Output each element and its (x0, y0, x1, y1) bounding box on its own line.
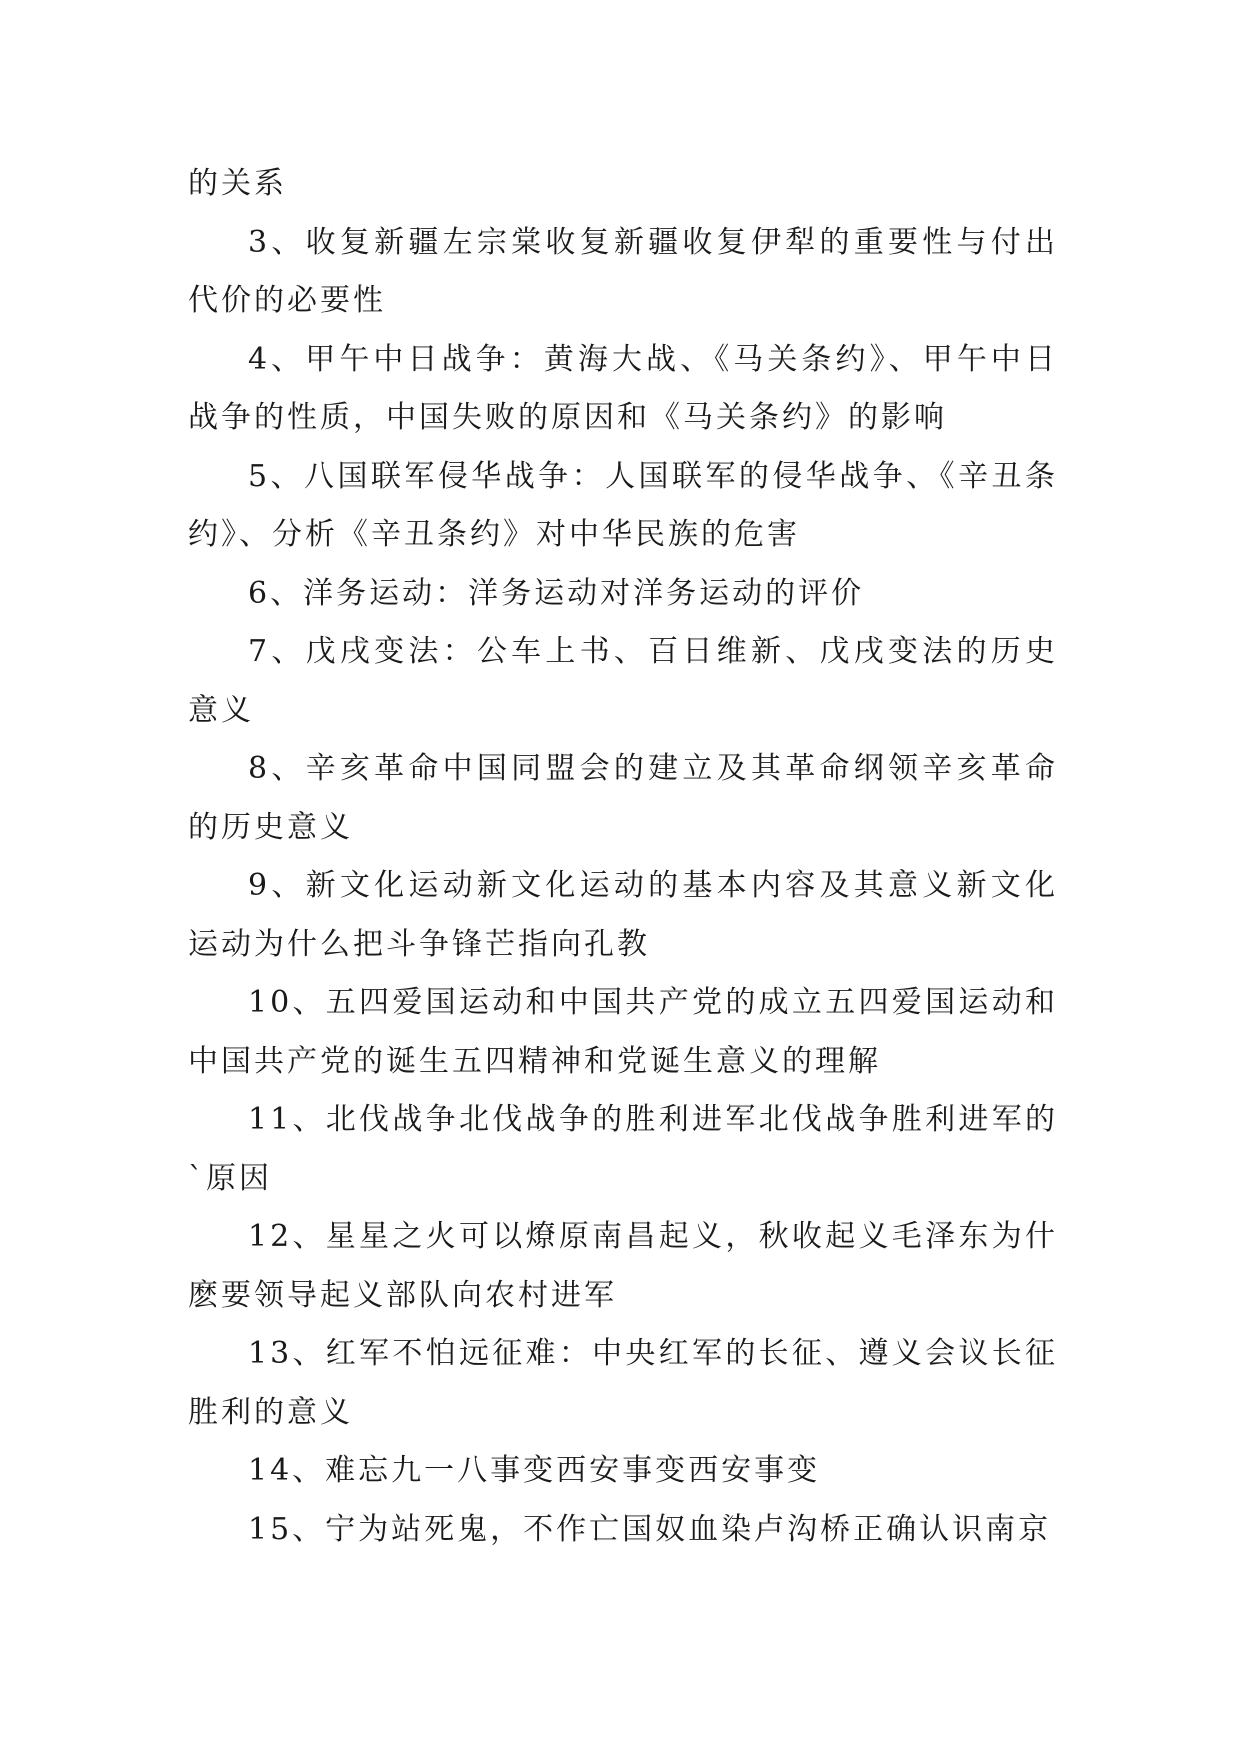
list-item-5: 5、八国联军侵华战争：人国联军的侵华战争、《辛丑条约》、分析《辛丑条约》对中华民族的危害 (188, 458, 1058, 552)
list-item-12: 12、星星之火可以燎原南昌起义，秋收起义毛泽东为什麽要领导起义部队向农村进军 (188, 1219, 1058, 1313)
document-body (188, 155, 1058, 1559)
list-item-13: 13、红军不怕远征难：中央红军的长征、遵义会议长征胜利的意义 (188, 1336, 1058, 1430)
list-item-6: 6、洋务运动：洋务运动对洋务运动的评价 (248, 575, 865, 611)
list-item-10: 10、五四爱国运动和中国共产党的成立五四爱国运动和中国共产党的诞生五四精神和党诞生意义的理解 (188, 985, 1058, 1079)
list-item-11: 11、北伐战争北伐战争的胜利进军北伐战争胜利进军的`原因 (188, 1102, 1058, 1196)
list-item-3: 3、收复新疆左宗棠收复新疆收复伊犁的重要性与付出代价的必要性 (188, 224, 1058, 318)
list-item-15: 15、宁为站死鬼，不作亡国奴血染卢沟桥正确认识南京 (248, 1511, 1052, 1547)
list-item-4: 4、甲午中日战争：黄海大战、《马关条约》、甲午中日战争的性质，中国失败的原因和《马关条约》的影响 (188, 341, 1058, 435)
list-item-14: 14、难忘九一八事变西安事变西安事变 (248, 1453, 821, 1488)
list-item-9: 9、新文化运动新文化运动的基本内容及其意义新文化运动为什么把斗争锋芒指向孔教 (188, 868, 1058, 962)
list-item-7: 7、戊戌变法：公车上书、百日维新、戊戌变法的历史意义 (188, 634, 1058, 728)
paragraph-continuation: 的关系 (188, 166, 287, 201)
list-item-8: 8、辛亥革命中国同盟会的建立及其革命纲领辛亥革命的历史意义 (188, 751, 1058, 845)
